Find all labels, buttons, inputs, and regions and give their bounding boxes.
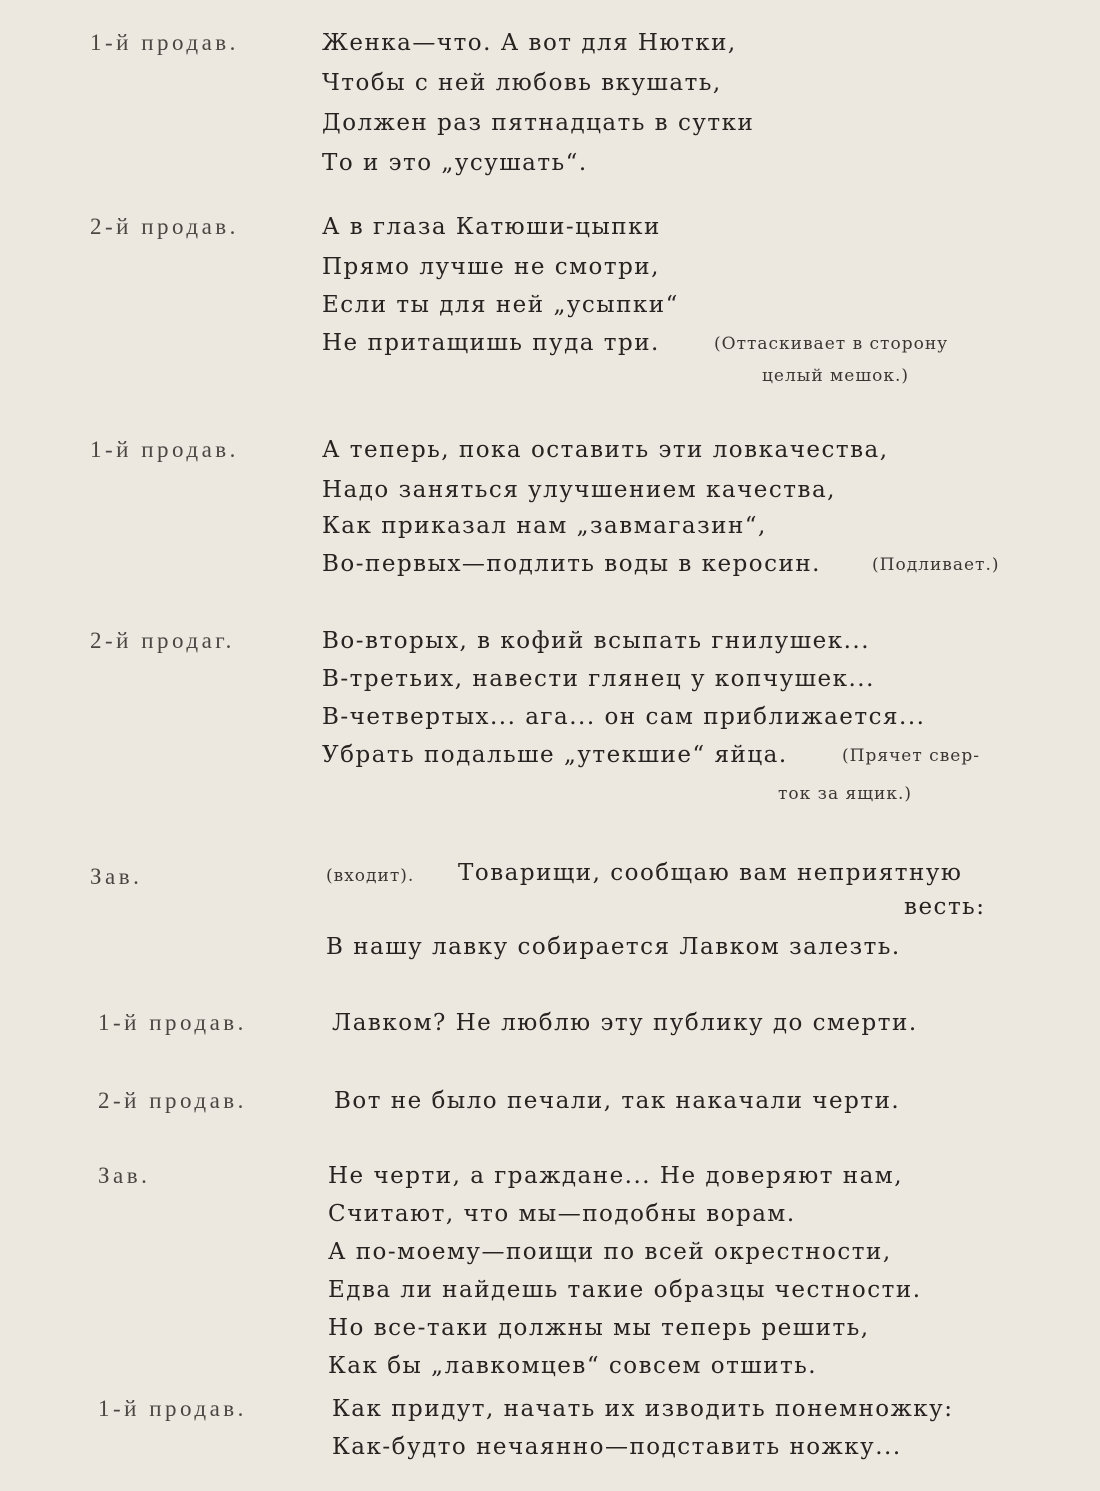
- speaker-name: 2-й продав.: [90, 214, 239, 239]
- verse-line: Как-будто нечаянно—подставить ножку...: [332, 1434, 902, 1460]
- verse-line: Женка—что. А вот для Нютки,: [322, 30, 737, 56]
- verse-line: Как бы „лавкомцев“ совсем отшить.: [328, 1353, 818, 1379]
- speaker-name: 1-й продав.: [98, 1396, 247, 1421]
- verse-line: В-четвертых... ага... он сам приближается...: [322, 704, 926, 730]
- verse-line: Надо заняться улучшением качества,: [322, 477, 836, 503]
- speaker-name: 1-й продав.: [90, 437, 239, 462]
- verse-line: Чтобы с ней любовь вкушать,: [322, 70, 722, 96]
- verse-line: Едва ли найдешь такие образцы честности.: [328, 1277, 922, 1303]
- verse-line: Не притащишь пуда три.: [322, 330, 660, 356]
- verse-line: Во-первых—подлить воды в керосин.: [322, 551, 821, 577]
- verse-line: Но все-таки должны мы теперь решить,: [328, 1315, 870, 1341]
- stage-direction: (Прячет свер-: [842, 746, 980, 766]
- verse-line: В-третьих, навести глянец у копчушек...: [322, 666, 875, 692]
- stage-direction: (Оттаскивает в сторону: [714, 334, 949, 354]
- verse-line: Если ты для ней „усыпки“: [322, 292, 679, 318]
- verse-line: Убрать подальше „утекшие“ яйца.: [322, 742, 788, 768]
- verse-line: весть:: [904, 894, 986, 920]
- speaker-name: 1-й продав.: [90, 30, 239, 55]
- stage-direction: (входит).: [326, 866, 415, 886]
- verse-line: Должен раз пятнадцать в сутки: [322, 110, 755, 136]
- stage-direction: целый мешок.): [762, 366, 910, 386]
- verse-line: Вот не было печали, так накачали черти.: [334, 1088, 901, 1114]
- stage-direction: ток за ящик.): [778, 784, 913, 804]
- speaker-name: Зав.: [90, 864, 143, 889]
- verse-line: Лавком? Не люблю эту публику до смерти.: [332, 1010, 918, 1036]
- verse-line: Прямо лучше не смотри,: [322, 254, 660, 280]
- verse-line: Товарищи, сообщаю вам неприятную: [458, 860, 963, 886]
- verse-line: Как приказал нам „завмагазин“,: [322, 513, 767, 539]
- verse-line: А по-моему—поищи по всей окрестности,: [328, 1239, 892, 1265]
- speaker-name: 1-й продав.: [98, 1010, 247, 1035]
- verse-line: Считают, что мы—подобны ворам.: [328, 1201, 796, 1227]
- verse-line: То и это „усушать“.: [322, 150, 588, 176]
- verse-line: В нашу лавку собирается Лавком залезть.: [326, 934, 901, 960]
- speaker-name: Зав.: [98, 1163, 151, 1188]
- verse-line: Как придут, начать их изводить понемножку:: [332, 1396, 954, 1422]
- speaker-name: 2-й продав.: [98, 1088, 247, 1113]
- verse-line: А в глаза Катюши-цыпки: [322, 214, 661, 240]
- verse-line: А теперь, пока оставить эти ловкачества,: [322, 437, 889, 463]
- stage-direction: (Подливает.): [872, 555, 1000, 575]
- verse-line: Не черти, а граждане... Не доверяют нам,: [328, 1163, 904, 1189]
- verse-line: Во-вторых, в кофий всыпать гнилушек...: [322, 628, 871, 654]
- speaker-name: 2-й продаг.: [90, 628, 235, 653]
